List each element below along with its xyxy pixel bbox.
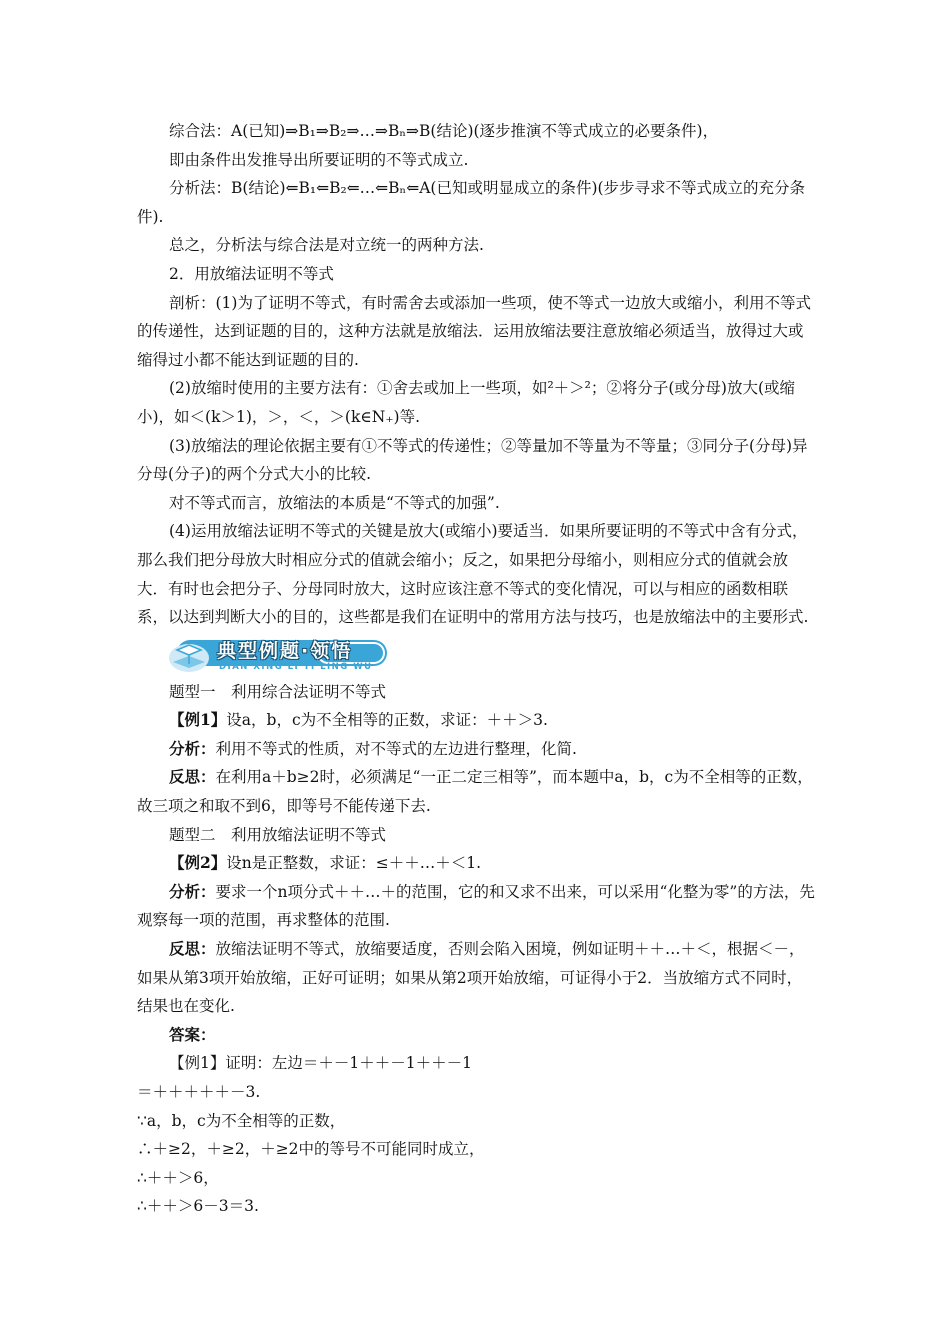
examples-banner — [167, 636, 817, 678]
answer-line-4: ∴＋≥2，＋≥2，＋≥2中的等号不可能同时成立， — [137, 1140, 485, 1159]
banner-subtitle: DIAN XING LI TI LING WU — [219, 661, 373, 672]
scaling-essence: 对不等式而言，放缩法的本质是“不等式的加强”. — [169, 493, 500, 512]
analysis-1 — [137, 735, 817, 764]
reflection-1-label: 反思： — [169, 767, 216, 787]
analysis-method-line: 分析法：B(结论)⇐B₁⇐B₂⇐…⇐Bₙ⇐A(已知或明显成立的条件)(步步寻求不等式成立的充分条件). — [137, 179, 806, 226]
example-2-label: 【例2】 — [169, 853, 227, 873]
answer-heading: 答案： — [169, 1024, 216, 1044]
example-2 — [137, 849, 817, 878]
reflection-2-text: 放缩法证明不等式，放缩要适度，否则会陷入困境，例如证明＋＋…＋＜，根据＜－，如果从第3项开始放缩，正好可证明；如果从第2项开始放缩，可证得小于2．当放缩方式不同时，结果也在变化. — [137, 940, 805, 1016]
analysis-1-text: 利用不等式的性质，对不等式的左边进行整理，化简. — [215, 739, 577, 758]
section-heading-scaling: 2．用放缩法证明不等式 — [169, 264, 334, 283]
reflection-1-text: 在利用a＋b≥2时，必须满足“一正二定三相等”，而本题中a，b，c为不全相等的正数，故三项之和取不到6，即等号不能传递下去. — [137, 768, 813, 816]
reflection-2 — [137, 935, 817, 1021]
analysis-1-label: 分析： — [169, 738, 216, 758]
synthesis-method-desc: 即由条件出发推导出所要证明的不等式成立. — [169, 150, 469, 169]
document-page — [137, 117, 817, 1221]
type-two-heading: 题型二 利用放缩法证明不等式 — [169, 825, 387, 844]
answer-line-6: ∴＋＋＞6－3＝3. — [137, 1197, 259, 1216]
synthesis-method-line: 综合法：A(已知)⇒B₁⇒B₂⇒…⇒Bₙ⇒B(结论)(逐步推演不等式成立的必要条件)， — [169, 122, 719, 140]
reflection-2-label: 反思： — [169, 939, 216, 959]
book-icon — [167, 636, 213, 674]
analysis-2-text: 要求一个n项分式＋＋…＋的范围，它的和又求不出来，可以采用“化整为零”的方法，先观察每一项的范围，再求整体的范围. — [137, 882, 815, 930]
scaling-paragraph-3: (3)放缩法的理论依据主要有①不等式的传递性；②等量加不等量为不等量；③同分子(分母)异分母(分子)的两个分式大小的比较. — [137, 436, 808, 484]
answer-line-3: ∵a，b，c为不全相等的正数， — [137, 1111, 346, 1130]
scaling-paragraph-2: (2)放缩时使用的主要方法有：①舍去或加上一些项，如²＋＞²；②将分子(或分母)放大(或缩小)，如＜(k＞1)，＞，＜，＞(k∈N₊)等. — [137, 379, 796, 426]
scaling-paragraph-4: (4)运用放缩法证明不等式的关键是放大(或缩小)要适当．如果所要证明的不等式中含有分式，那么我们把分母放大时相应分式的值就会缩小；反之，如果把分母缩小，则相应分式的值就会放大．有时也会把分子、分母同时放大，这时应该注意不等式的变化情况，可以与相应的函数相联系，以达到判断大小的目的，这些都是我们在证明中的常用方法与技巧，也是放缩法中的主要形式. — [137, 522, 809, 627]
example-2-text: 设n是正整数，求证：≤＋＋…＋＜1. — [226, 854, 482, 873]
analysis-2-label: 分析： — [169, 881, 216, 901]
answer-line-5: ∴＋＋＞6， — [137, 1168, 219, 1187]
reflection-1 — [137, 763, 817, 820]
answer-line-1: 【例1】证明：左边＝＋－1＋＋－1＋＋－1 — [169, 1054, 472, 1073]
type-one-heading: 题型一 利用综合法证明不等式 — [169, 682, 387, 701]
analysis-2 — [137, 878, 817, 935]
example-1-text: 设a，b，c为不全相等的正数，求证：＋＋＞3. — [226, 711, 548, 730]
summary-line: 总之，分析法与综合法是对立统一的两种方法. — [169, 236, 484, 255]
example-1 — [137, 706, 817, 735]
banner-title: 典型例题·领悟 — [217, 639, 353, 662]
answer-line-2: ＝＋＋＋＋＋－3. — [137, 1083, 261, 1101]
scaling-paragraph-1: 剖析：(1)为了证明不等式，有时需舍去或添加一些项，使不等式一边放大或缩小，利用不等式的传递性，达到证题的目的，这种方法就是放缩法．运用放缩法要注意放缩必须适当，放得过大或缩得过小都不能达到证题的目的. — [137, 293, 811, 369]
example-1-label: 【例1】 — [169, 710, 227, 730]
